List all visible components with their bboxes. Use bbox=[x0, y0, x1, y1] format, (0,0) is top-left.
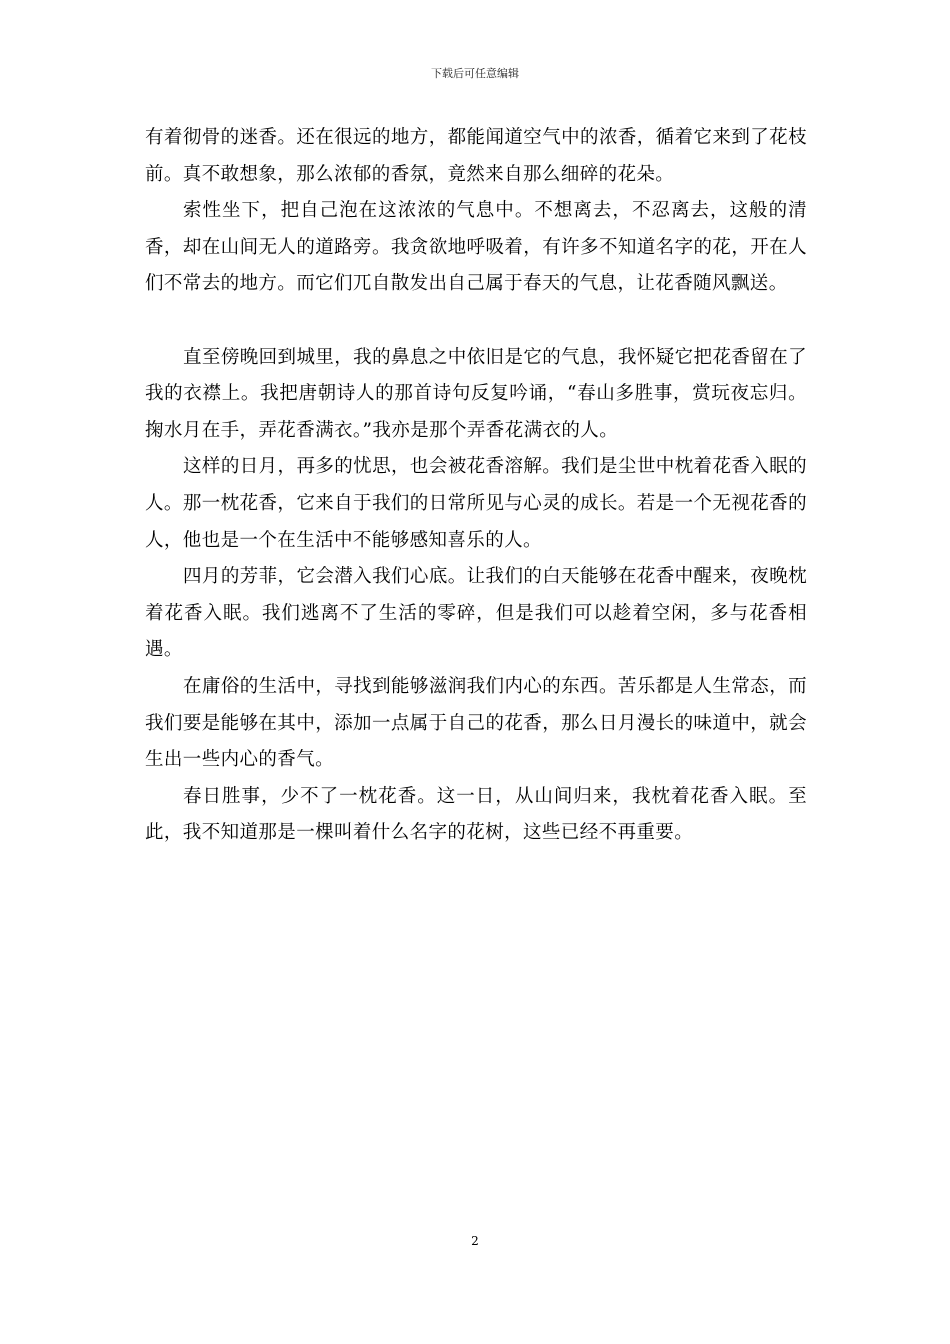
paragraph: 四月的芳菲，它会潜入我们心底。让我们的白天能够在花香中醒来，夜晚枕着花香入眠。我们逃离不了生活的零碎，但是我们可以趁着空闲，多与花香相遇。 bbox=[145, 566, 807, 661]
page-number: 2 bbox=[471, 1234, 479, 1248]
blank-line-spacer bbox=[145, 303, 807, 340]
paragraph-continued: 有着彻骨的迷香。还在很远的地方，都能闻道空气中的浓香，循着它来到了花枝前。真不敢想象，那么浓郁的香氛，竟然来自那么细碎的花朵。 bbox=[145, 127, 807, 185]
paragraph: 这样的日月，再多的忧思，也会被花香溶解。我们是尘世中枕着花香入眠的人。那一枕花香，它来自于我们的日常所见与心灵的成长。若是一个无视花香的人，他也是一个在生活中不能够感知喜乐的人。 bbox=[145, 456, 807, 551]
paragraph: 在庸俗的生活中，寻找到能够滋润我们内心的东西。苦乐都是人生常态，而我们要是能够在其中，添加一点属于自己的花香，那么日月漫长的味道中，就会生出一些内心的香气。 bbox=[145, 675, 807, 771]
page-header: 下载后可任意编辑 bbox=[431, 67, 519, 80]
paragraph: 索性坐下，把自己泡在这浓浓的气息中。不想离去，不忍离去，这般的清香，却在山间无人的道路旁。我贪欲地呼吸着，有许多不知道名字的花，开在人们不常去的地方。而它们兀自散发出自己属于春天的气息，让花香随风飘送。 bbox=[145, 200, 807, 295]
document-body bbox=[145, 120, 807, 852]
paragraph: 春日胜事，少不了一枕花香。这一日，从山间归来，我枕着花香入眠。至此，我不知道那是一棵叫着什么名字的花树，这些已经不再重要。 bbox=[145, 785, 807, 844]
paragraph: 直至傍晚回到城里，我的鼻息之中依旧是它的气息，我怀疑它把花香留在了我的衣襟上。我把唐朝诗人的那首诗句反复吟诵，“春山多胜事，赏玩夜忘归。掬水月在手，弄花香满衣。”我亦是那个弄香花满衣的人。 bbox=[145, 346, 807, 441]
